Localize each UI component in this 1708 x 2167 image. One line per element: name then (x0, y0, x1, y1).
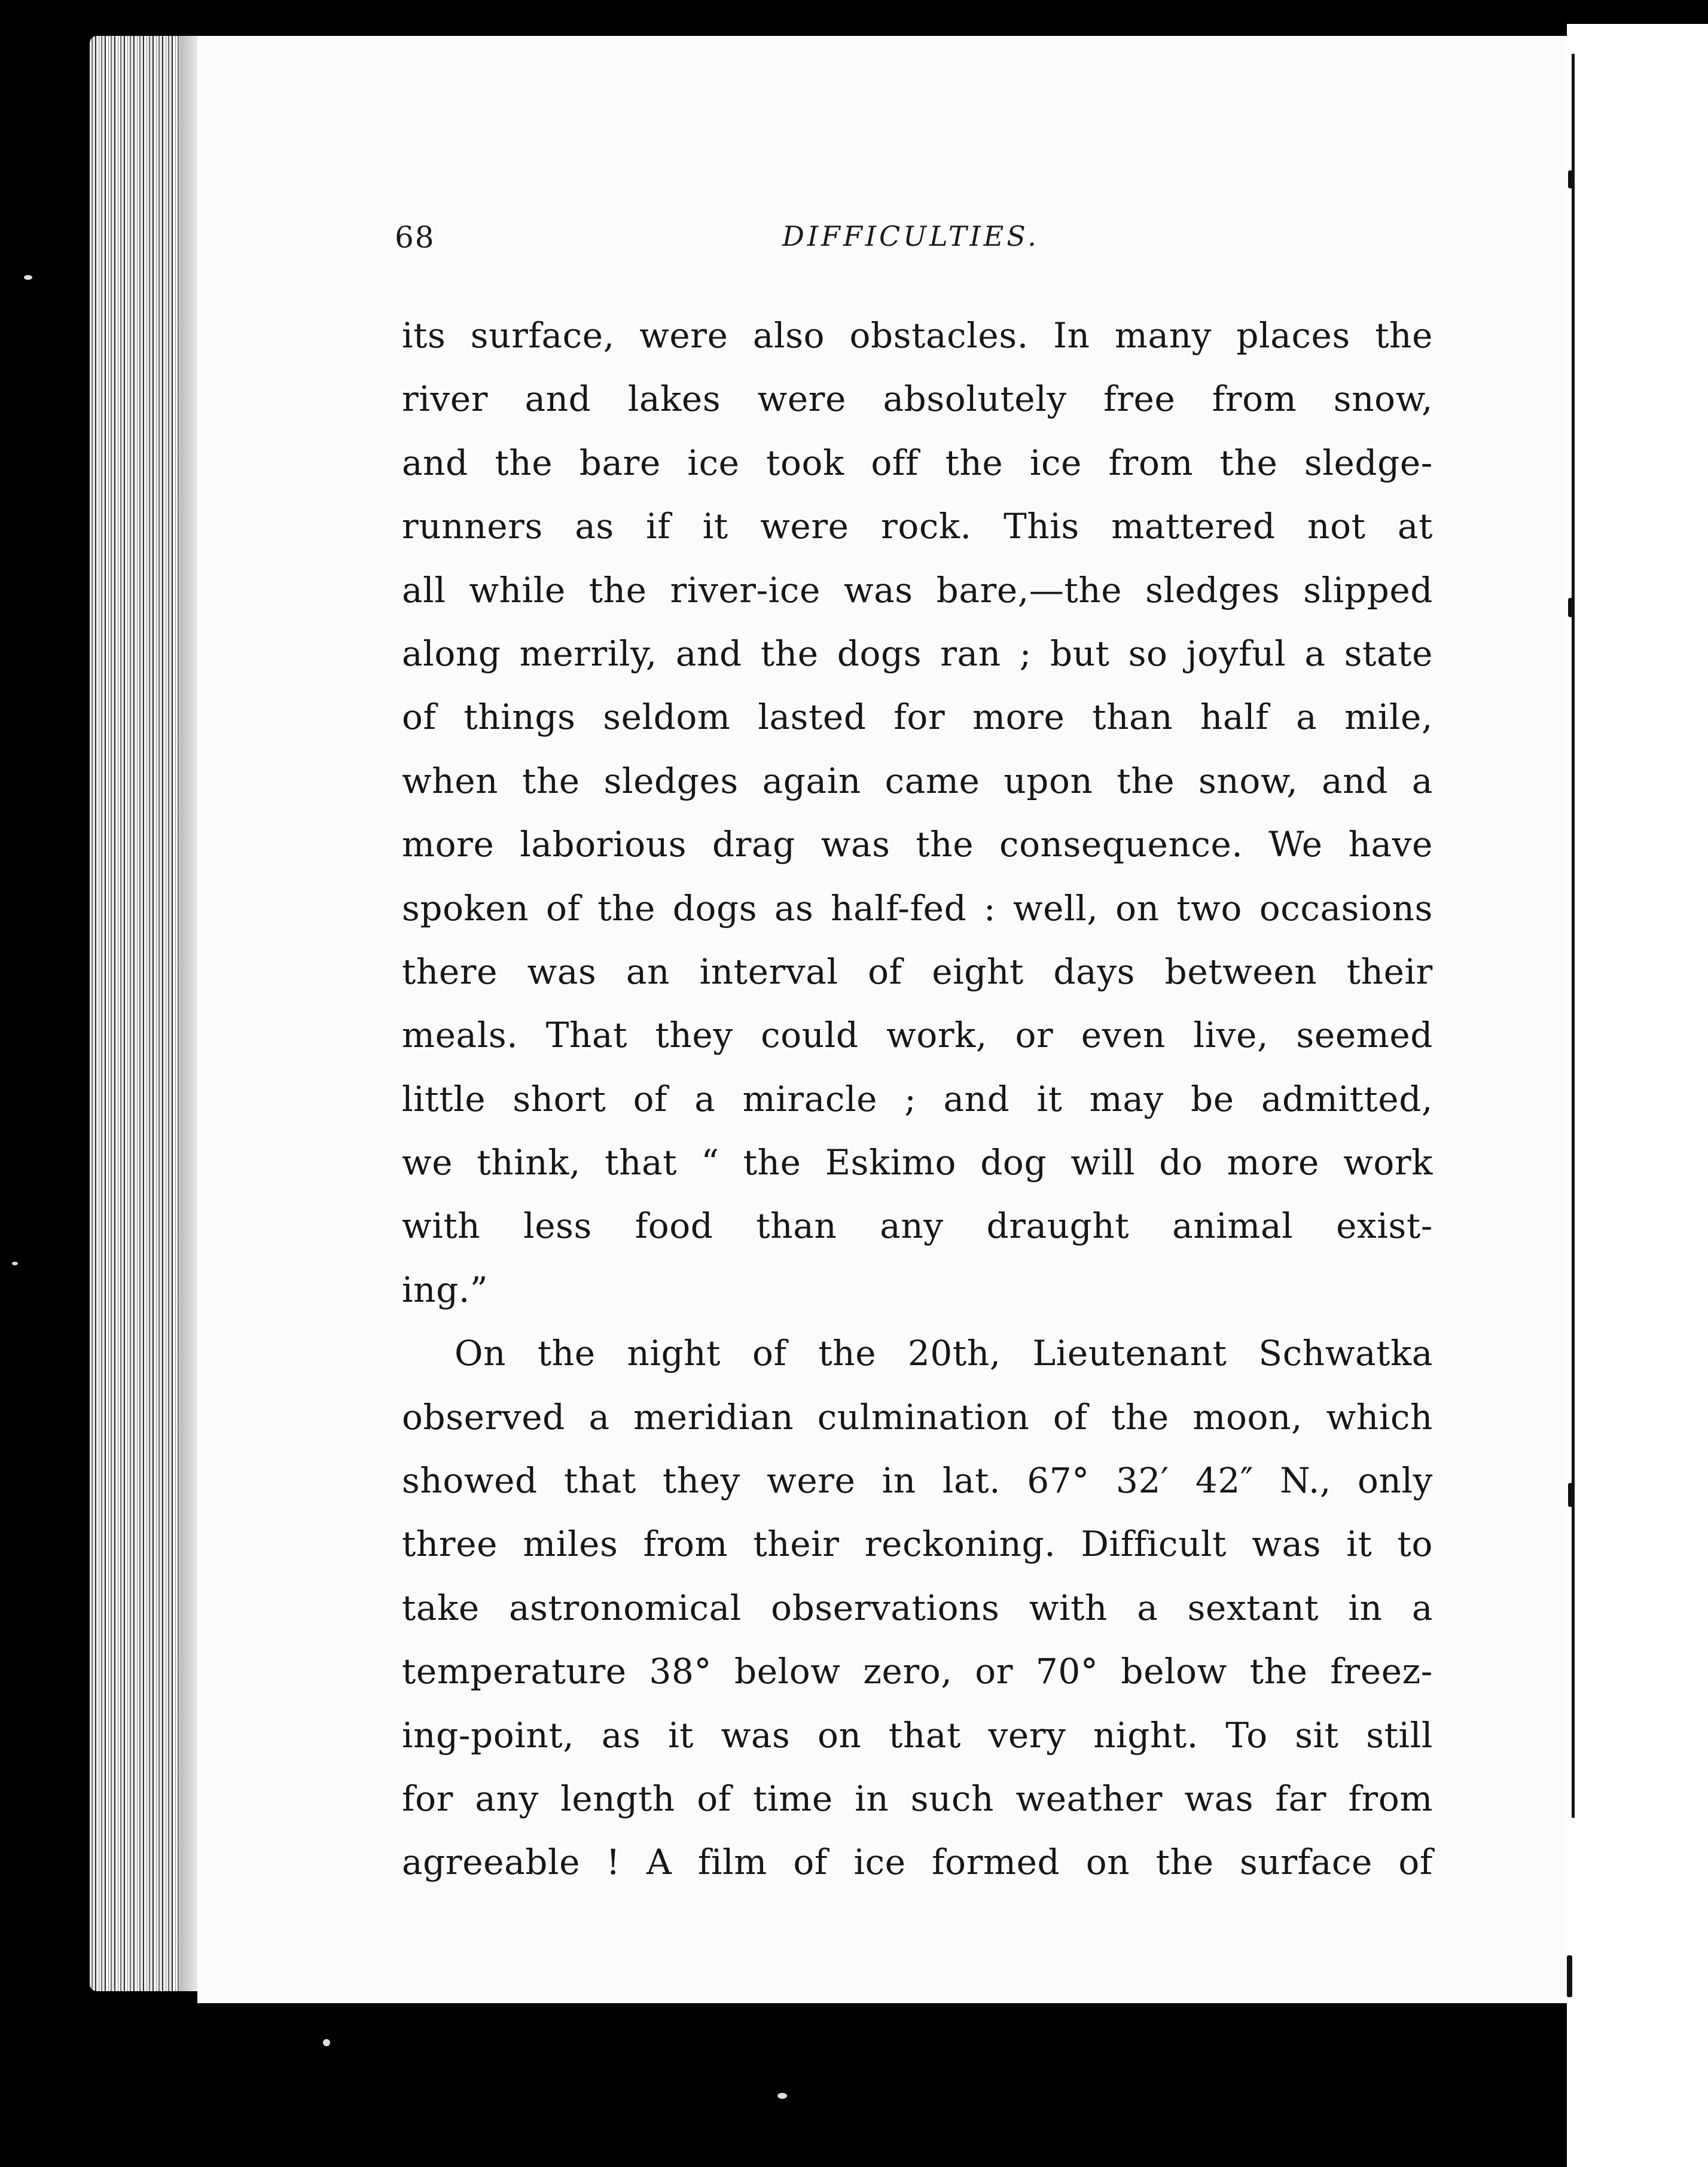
page-header (395, 220, 1423, 268)
scan-speck (12, 1262, 18, 1265)
text-line: meals. That they could work, or even live, seemed (402, 1015, 1433, 1056)
text-line: and the bare ice took off the ice from the sledge- (402, 442, 1433, 483)
text-line: all while the river-ice was bare,—the sledges slipped (402, 569, 1433, 611)
text-line: with less food than any draught animal exist- (402, 1205, 1433, 1247)
text-line: its surface, were also obstacles. In many places the (402, 315, 1433, 356)
text-line: more laborious drag was the consequence. We have (402, 824, 1433, 865)
scan-speck (323, 2039, 330, 2046)
edge-mark (1568, 1483, 1573, 1507)
text-line: ing.” (402, 1269, 489, 1310)
text-line: of things seldom lasted for more than half a mile, (402, 697, 1433, 738)
text-line: for any length of time in such weather was far from (402, 1778, 1433, 1819)
paragraph-first-line: On the night of the 20th, Lieutenant Schwatka (455, 1333, 1433, 1374)
text-line: when the sledges again came upon the snow, and a (402, 760, 1433, 801)
facing-page-edge (1567, 24, 1708, 2167)
body-text (402, 304, 1433, 1894)
scan-speck (777, 2093, 787, 2099)
scan-speck (24, 275, 32, 280)
edge-mark (1568, 598, 1573, 617)
edge-mark (1568, 170, 1573, 188)
text-line: spoken of the dogs as half-fed : well, on two occasions (402, 887, 1433, 929)
text-line: along merrily, and the dogs ran ; but so joyful a state (402, 633, 1433, 674)
text-line: we think, that “ the Eskimo dog will do more work (402, 1142, 1433, 1183)
running-head: DIFFICULTIES. (782, 220, 1039, 252)
text-line: ing-point, as it was on that very night. To sit still (402, 1714, 1433, 1756)
text-line: there was an interval of eight days between their (402, 951, 1433, 992)
edge-mark (1567, 1955, 1572, 1997)
text-line: agreeable ! A film of ice formed on the surface of (402, 1842, 1433, 1883)
text-line: runners as if it were rock. This mattered not at (402, 506, 1433, 547)
scan-bottom-background (0, 2003, 1567, 2167)
text-line: little short of a miracle ; and it may be admitted, (402, 1078, 1433, 1119)
scan-background (0, 0, 102, 2167)
text-line: take astronomical observations with a sextant in a (402, 1587, 1433, 1628)
text-line: three miles from their reckoning. Difficult was it to (402, 1524, 1433, 1565)
facing-page-rule (1572, 54, 1575, 1818)
page-number: 68 (395, 220, 435, 255)
text-line: showed that they were in lat. 67° 32′ 42″ N., only (402, 1460, 1433, 1501)
text-line: observed a meridian culmination of the moon, which (402, 1396, 1433, 1437)
text-line: temperature 38° below zero, or 70° below the freez- (402, 1651, 1433, 1692)
text-line: river and lakes were absolutely free from snow, (402, 379, 1433, 420)
